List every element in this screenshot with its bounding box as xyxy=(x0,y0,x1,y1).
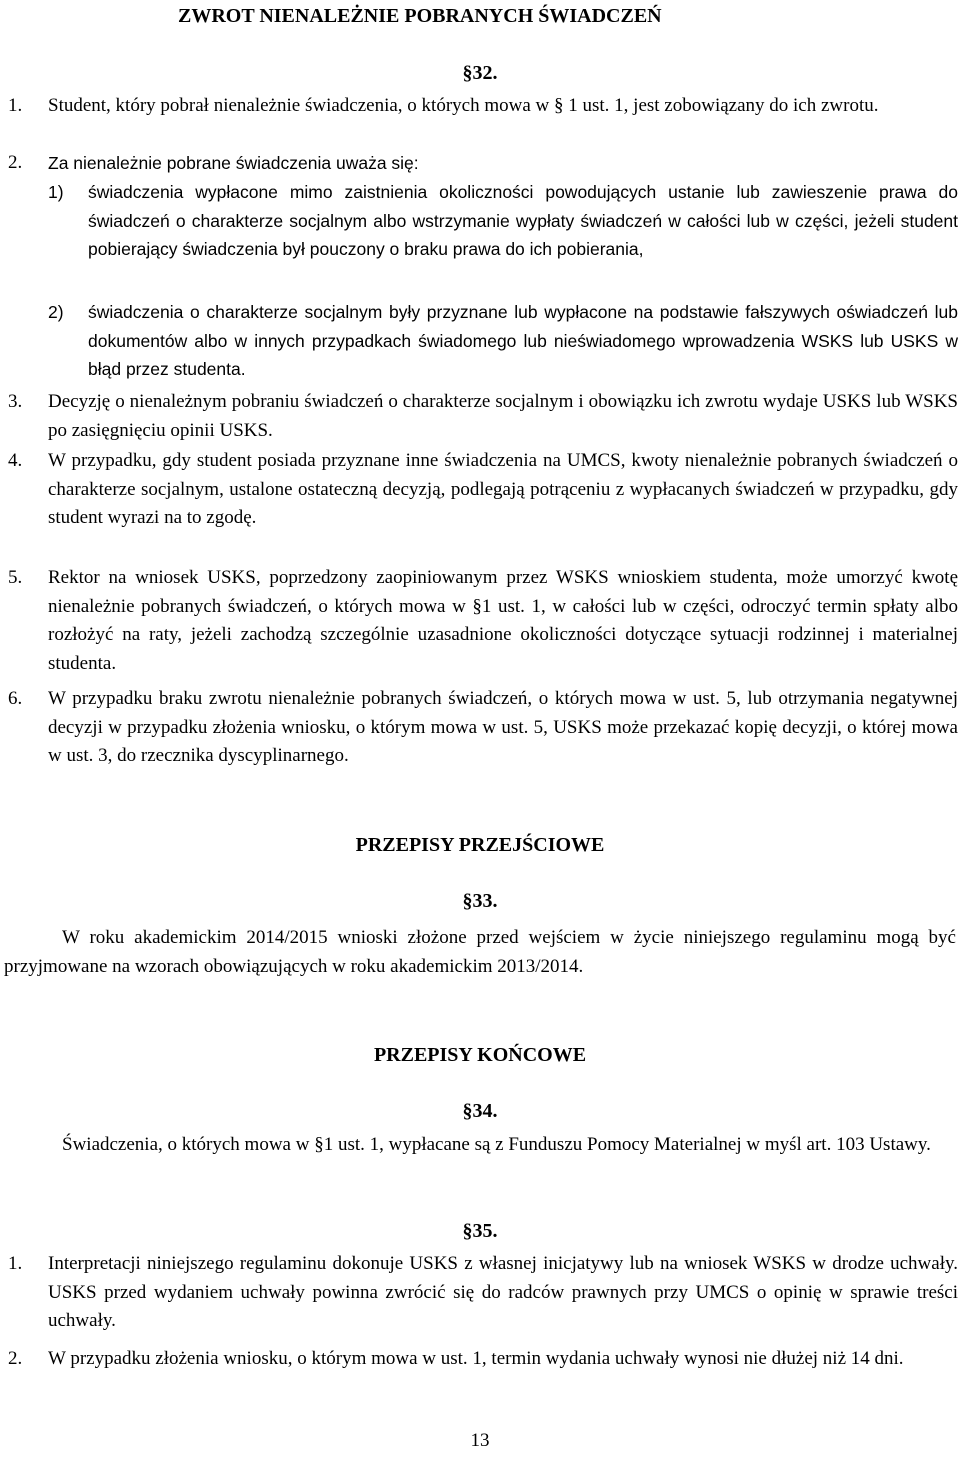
paragraph-32-4: W przypadku, gdy student posiada przyznane inne świadczenia na UMCS, kwoty nienależnie pobranych świadczeń o charakterze socjalnym, ustalone ostateczną decyzją, podlegają potrąceniu z wypłacanych świadczeń w przypadku, gdy student wyrazi na to zgodę. xyxy=(48,450,958,528)
list-item-32-2-1: świadczenia wypłacone mimo zaistnienia okoliczności powodujących ustanie lub zawieszenie prawa do świadczeń o charakterze socjalnym albo wstrzymanie wypłaty świadczeń w całości lub w części, jeżeli student pobierający świadczenia był pouczony o braku prawa do ich pobierania, xyxy=(88,182,958,259)
page-title: ZWROT NIENALEŻNIE POBRANYCH ŚWIADCZEŃ xyxy=(178,5,662,27)
heading-transitional: PRZEPISY PRZEJŚCIOWE xyxy=(355,834,605,856)
list-item-32-2-2: świadczenia o charakterze socjalnym były przyznane lub wypłacone na podstawie fałszywych oświadczeń lub dokumentów albo w innych przypadkach świadomego lub nieświadomego wprowadzenia WSKS lub USKS w błąd przez studenta. xyxy=(88,302,958,379)
section-heading-34: §34. xyxy=(462,1100,498,1122)
paragraph-34: Świadczenia, o których mowa w §1 ust. 1, wypłacane są z Funduszu Pomocy Materialnej w myśl art. 103 Ustawy. xyxy=(62,1134,931,1155)
paragraph-35-2: W przypadku złożenia wniosku, o którym mowa w ust. 1, termin wydania uchwały wynosi nie dłużej niż 14 dni. xyxy=(48,1348,904,1369)
paragraph-32-6: W przypadku braku zwrotu nienależnie pobranych świadczeń, o których mowa w ust. 5, lub otrzymania negatywnej decyzji w przypadku złożenia wniosku, o którym mowa w ust. 5, USKS może przekazać kopię decyzji, o której mowa w ust. 3, do rzecznika dyscyplinarnego. xyxy=(48,688,958,766)
section-heading-35: §35. xyxy=(462,1220,498,1242)
list-number: 1) xyxy=(48,182,64,202)
paragraph-33: W roku akademickim 2014/2015 wnioski złożone przed wejściem w życie niniejszego regulaminu mogą być przyjmowane na wzorach obowiązujących w roku akademickim 2013/2014. xyxy=(4,927,956,977)
paragraph-35-1: Interpretacji niniejszego regulaminu dokonuje USKS z własnej inicjatywy lub na wniosek WSKS w drodze uchwały. USKS przed wydaniem uchwały powinna zwrócić się do radców prawnych przy UMCS o opinię w sprawie treści uchwały. xyxy=(48,1253,958,1331)
paragraph-32-5: Rektor na wniosek USKS, poprzedzony zaopiniowanym przez WSKS wnioskiem studenta, może umorzyć kwotę nienależnie pobranych świadczeń, o których mowa w §1 ust. 1, w całości lub w części, odroczyć termin spłaty albo rozłożyć na raty, jeżeli zachodzą szczególnie uzasadnione okoliczności dotyczące sytuacji rodzinnej i materialnej studenta. xyxy=(48,567,958,674)
paragraph-32-2: Za nienależnie pobrane świadczenia uważa się: xyxy=(48,153,419,173)
paragraph-32-1: Student, który pobrał nienależnie świadczenia, o których mowa w § 1 ust. 1, jest zobowiązany do ich zwrotu. xyxy=(48,95,879,116)
paragraph-number: 5. xyxy=(8,567,23,588)
paragraph-number: 1. xyxy=(8,95,23,116)
list-number: 2) xyxy=(48,302,64,322)
paragraph-32-3: Decyzję o nienależnym pobraniu świadczeń o charakterze socjalnym i obowiązku ich zwrotu wydaje USKS lub WSKS po zasięgnięciu opinii USKS. xyxy=(48,391,958,441)
paragraph-number: 4. xyxy=(8,450,23,471)
paragraph-number: 6. xyxy=(8,688,23,709)
paragraph-number: 2. xyxy=(8,1348,23,1369)
section-heading-33: §33. xyxy=(462,890,498,912)
heading-final: PRZEPISY KOŃCOWE xyxy=(373,1044,587,1066)
section-heading-32: §32. xyxy=(462,62,498,84)
paragraph-number: 1. xyxy=(8,1253,23,1274)
paragraph-number: 3. xyxy=(8,391,23,412)
page-number: 13 xyxy=(470,1430,490,1451)
paragraph-number: 2. xyxy=(8,152,23,173)
